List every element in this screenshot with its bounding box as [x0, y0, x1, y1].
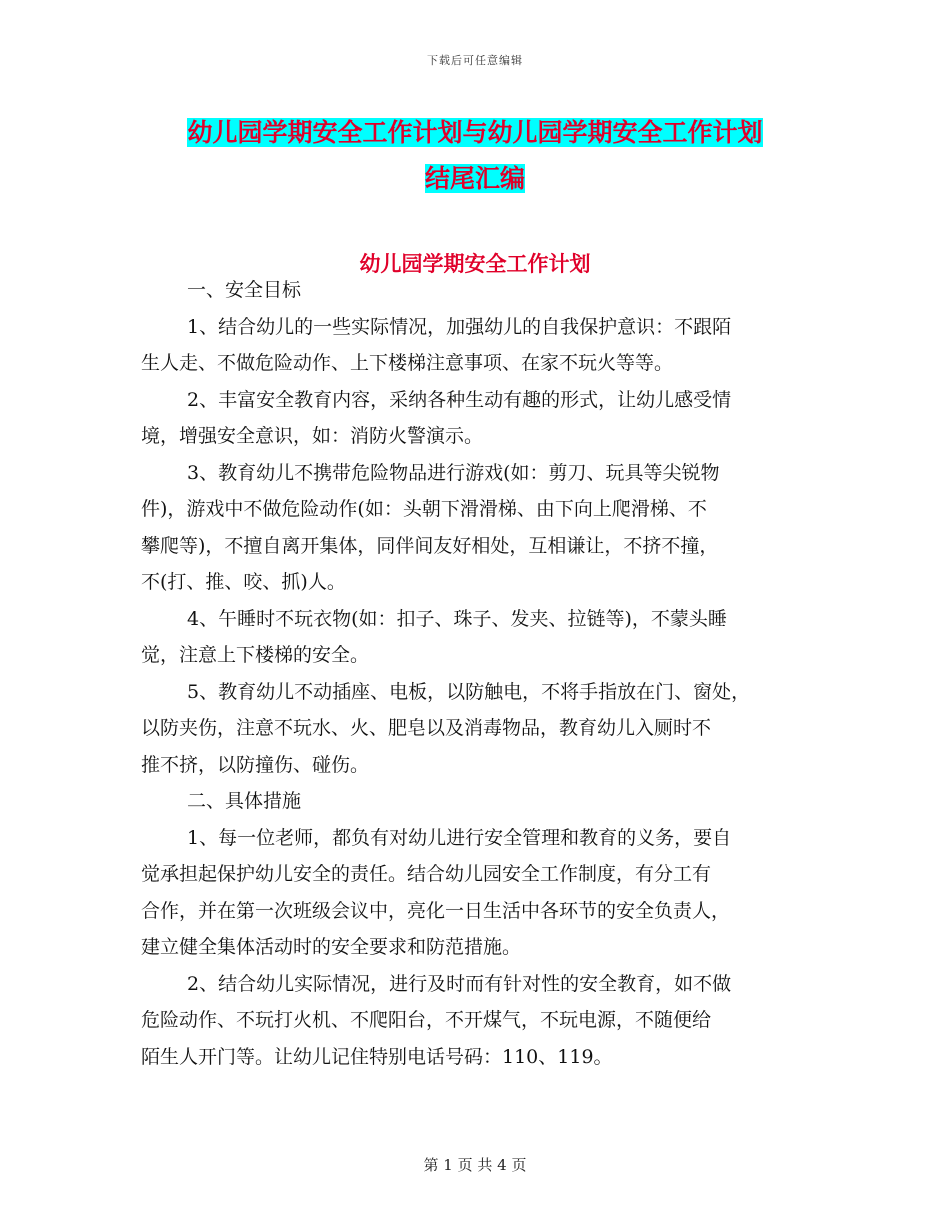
document-title	[0, 110, 950, 202]
paragraph-line: 陌生人开门等。让幼儿记住特别电话号码：110、119。	[141, 1045, 613, 1068]
document-body	[141, 272, 817, 1075]
paragraph-line: 1、结合幼儿的一些实际情况，加强幼儿的自我保护意识：不跟陌	[187, 315, 732, 338]
paragraph-line: 建立健全集体活动时的安全要求和防范措施。	[141, 936, 522, 958]
paragraph-line: 2、丰富安全教育内容，采纳各种生动有趣的形式，让幼儿感受情	[187, 388, 732, 411]
paragraph-line: 合作，并在第一次班级会议中，亮化一日生活中各环节的安全负责人，	[141, 899, 731, 922]
paragraph-line: 境，增强安全意识，如：消防火警演示。	[141, 425, 484, 447]
paragraph-line: 以防夹伤，注意不玩水、火、肥皂以及消毒物品，教育幼儿入厕时不	[141, 717, 712, 739]
paragraph-line: 3、教育幼儿不携带危险物品进行游戏(如：剪刀、玩具等尖锐物	[187, 461, 720, 484]
document-title-line-1: 幼儿园学期安全工作计划与幼儿园学期安全工作计划	[187, 118, 763, 147]
paragraph-line: 2、结合幼儿实际情况，进行及时而有针对性的安全教育，如不做	[187, 972, 732, 995]
paragraph-line: 4、午睡时不玩衣物(如：扣子、珠子、发夹、拉链等)，不蒙头睡	[187, 607, 727, 630]
page-number-footer: 第 1 页 共 4 页	[423, 1156, 527, 1174]
paragraph-line: 5、教育幼儿不动插座、电板，以防触电，不将手指放在门、窗处，	[187, 680, 751, 703]
paragraph-line: 生人走、不做危险动作、上下楼梯注意事项、在家不玩火等等。	[141, 352, 674, 374]
paragraph-line: 件)，游戏中不做危险动作(如：头朝下滑滑梯、由下向上爬滑梯、不	[141, 498, 707, 520]
paragraph-line: 推不挤，以防撞伤、碰伤。	[141, 753, 370, 776]
paragraph-line: 危险动作、不玩打火机、不爬阳台，不开煤气，不玩电源，不随便给	[141, 1009, 712, 1031]
paragraph-line: 觉承担起保护幼儿安全的责任。结合幼儿园安全工作制度，有分工有	[141, 863, 712, 885]
paragraph-line: 攀爬等)，不擅自离开集体，同伴间友好相处，互相谦让，不挤不撞，	[141, 534, 719, 557]
paragraph-line: 1、每一位老师，都负有对幼儿进行安全管理和教育的义务，要自	[187, 826, 732, 849]
page-header-note: 下载后可任意编辑	[427, 54, 523, 67]
paragraph-line: 觉，注意上下楼梯的安全。	[141, 644, 370, 666]
heading-safety-goals: 一、安全目标	[187, 279, 302, 301]
heading-specific-measures: 二、具体措施	[187, 790, 302, 812]
section-title: 幼儿园学期安全工作计划	[359, 252, 591, 276]
document-title-line-2: 结尾汇编	[424, 164, 525, 193]
paragraph-line: 不(打、推、咬、抓)人。	[141, 571, 346, 593]
